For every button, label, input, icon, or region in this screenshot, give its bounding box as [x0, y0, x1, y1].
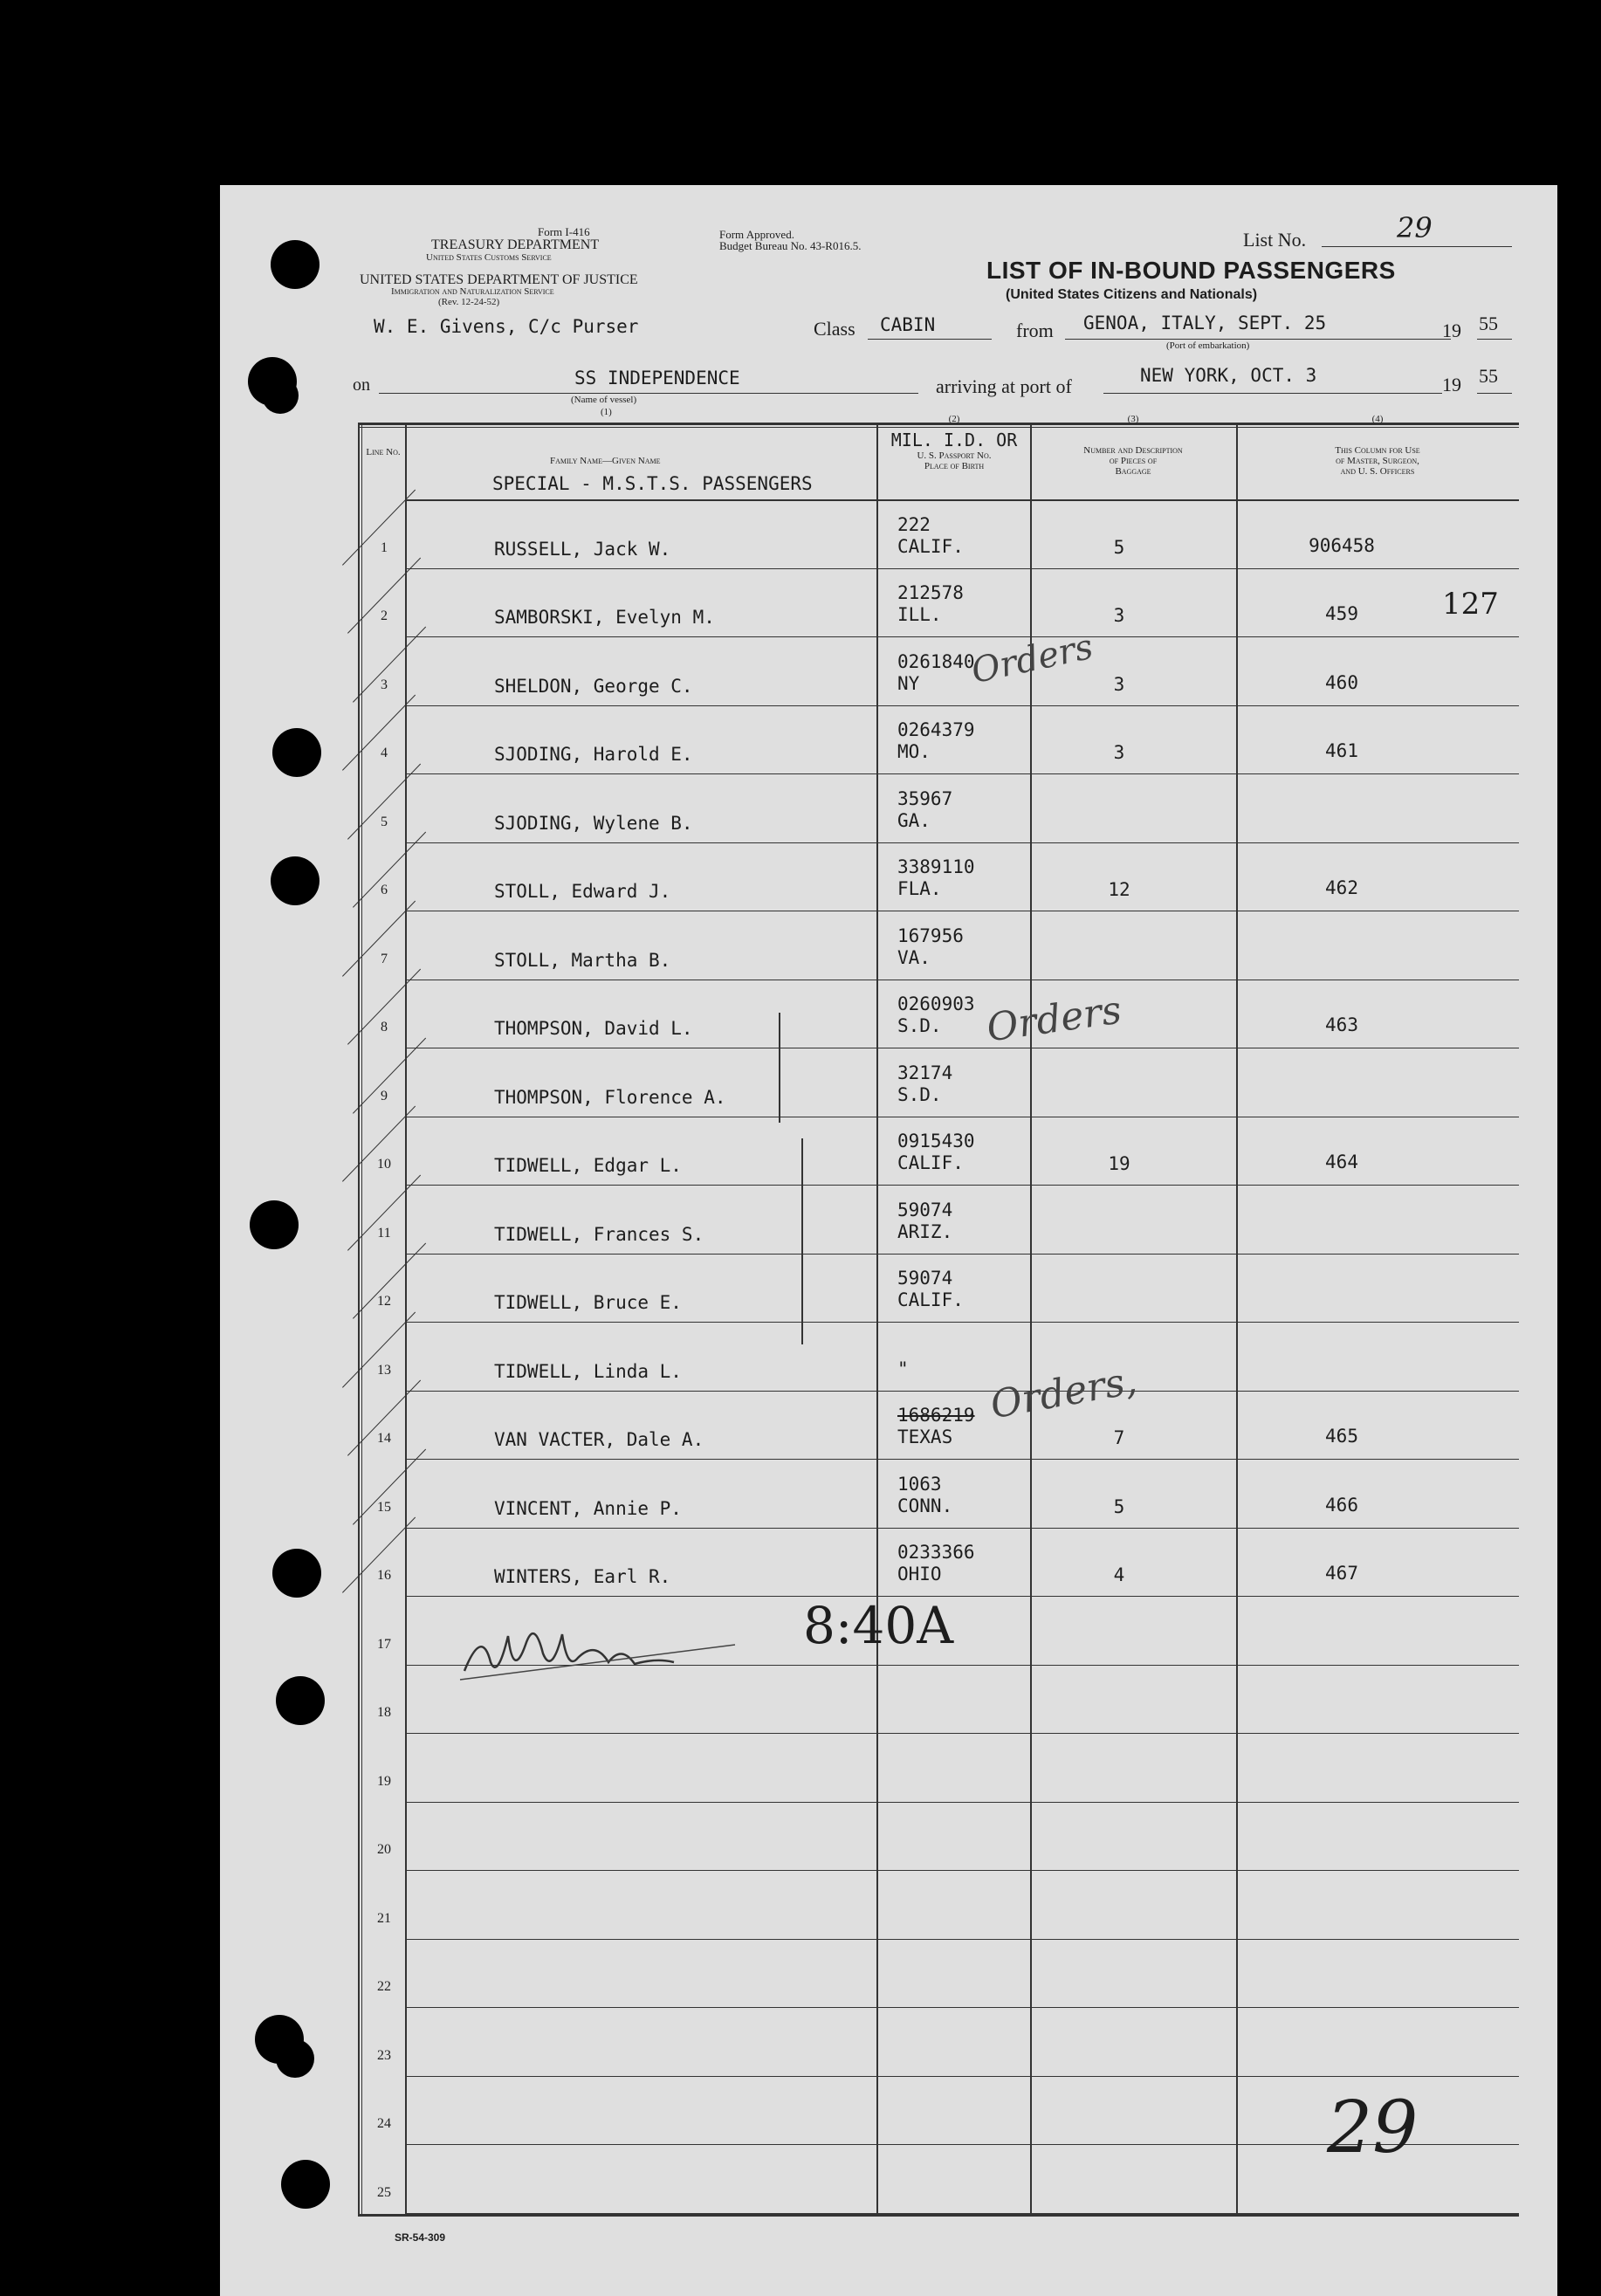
row-rule [405, 1733, 1519, 1734]
place-of-birth: GA. [897, 809, 931, 831]
row-rule [405, 1802, 1519, 1803]
line-number: 10 [377, 1157, 391, 1172]
col-1-label: (1) [601, 407, 612, 417]
col-header-name: Family Name—Given Name [550, 456, 661, 466]
passenger-name: THOMPSON, David L. [494, 1018, 693, 1039]
col-header-officers: This Column for Use [1335, 445, 1420, 456]
form-number: Form I-416 [538, 225, 590, 238]
line-number: 9 [381, 1088, 388, 1103]
arriving-label: arriving at port of [936, 375, 1072, 397]
form-code: SR-54-309 [395, 2231, 446, 2244]
mil-id: 32174 [897, 1062, 953, 1083]
baggage-count: 5 [1113, 536, 1125, 558]
passenger-name: SAMBORSKI, Evelyn M. [494, 607, 715, 628]
baggage-count: 19 [1108, 1153, 1130, 1174]
orders-note: Orders [984, 987, 1124, 1051]
page-title: LIST OF IN-BOUND PASSENGERS [986, 257, 1396, 284]
mil-id: 0261840 [897, 650, 975, 672]
line-number: 3 [381, 677, 388, 692]
mil-id: 1063 [897, 1473, 942, 1495]
purser: W. E. Givens, C/c Purser [374, 316, 639, 337]
port-embarkation-label: (Port of embarkation) [1166, 340, 1250, 351]
row-rule [405, 773, 1519, 774]
line-number: 2 [381, 608, 388, 623]
col-header-officers-2: of Master, Surgeon, [1336, 456, 1419, 466]
count-mark: 127 [1442, 587, 1499, 622]
mil-id: 35967 [897, 787, 953, 809]
mil-id: 0915430 [897, 1131, 975, 1151]
budget-bureau: Budget Bureau No. 43-R016.5. [719, 239, 862, 252]
line-number: 19 [377, 1773, 391, 1789]
row-rule [405, 1459, 1519, 1460]
signature-code: 8:40A [803, 1596, 954, 1655]
class-value: CABIN [880, 314, 936, 335]
line-number: 25 [377, 2184, 391, 2200]
baggage-count: 3 [1113, 742, 1125, 763]
orders-note: Orders [967, 626, 1097, 692]
place-of-birth: CONN. [897, 1495, 953, 1516]
officer-use: 460 [1325, 671, 1358, 693]
list-no-label: List No. [1243, 229, 1307, 251]
punch-hole [281, 2160, 330, 2209]
row-rule [405, 705, 1519, 706]
row-rule [405, 2213, 1519, 2214]
passenger-name: STOLL, Edward J. [494, 881, 671, 902]
year-1: 55 [1479, 313, 1498, 334]
vessel-name: SS INDEPENDENCE [574, 368, 740, 388]
page-subtitle: (United States Citizens and Nationals) [1006, 287, 1258, 302]
line-number: 15 [377, 1499, 391, 1515]
col-header-passport: U. S. Passport No. [917, 450, 992, 461]
punch-hole [262, 377, 299, 414]
line-number: 18 [377, 1705, 391, 1720]
line-number: 5 [381, 814, 388, 829]
passenger-name: TIDWELL, Frances S. [494, 1223, 704, 1245]
year-2: 55 [1479, 365, 1498, 387]
line-number: 14 [377, 1431, 391, 1446]
family-bracket [801, 1138, 803, 1344]
punch-hole [276, 2039, 314, 2078]
baggage-count: 3 [1113, 673, 1125, 695]
place-of-birth: S.D. [897, 1083, 942, 1105]
col-3-label: (3) [1127, 414, 1139, 424]
row-rule [405, 1185, 1519, 1186]
punch-hole [271, 240, 320, 289]
place-of-birth: ILL. [897, 604, 942, 625]
row-rule [405, 1528, 1519, 1529]
line-number: 21 [377, 1910, 391, 1926]
line-number: 23 [377, 2047, 391, 2063]
mil-id: 167956 [897, 925, 964, 946]
line-number: 6 [381, 883, 388, 897]
line-number: 16 [377, 1568, 391, 1583]
year-prefix-1: 19 [1442, 320, 1461, 341]
baggage-count: 3 [1113, 605, 1125, 626]
line-number: 8 [381, 1020, 388, 1035]
row-rule [405, 1391, 1519, 1392]
place-of-birth: NY [897, 672, 920, 694]
place-of-birth: " [897, 1358, 909, 1379]
mil-id: 212578 [897, 582, 964, 603]
row-rule [405, 1254, 1519, 1255]
manifest-page [220, 185, 1557, 2296]
passenger-name: VINCENT, Annie P. [494, 1497, 682, 1519]
passenger-name: SJODING, Harold E. [494, 744, 693, 765]
place-of-birth: OHIO [897, 1564, 942, 1585]
from-label: from [1016, 320, 1054, 341]
passenger-name: TIDWELL, Bruce E. [494, 1292, 682, 1313]
vessel-label: (Name of vessel) [571, 395, 637, 405]
officer-use: 462 [1325, 877, 1358, 898]
mil-id: 0233366 [897, 1542, 975, 1563]
baggage-count: 12 [1108, 879, 1130, 900]
passenger-name: TIDWELL, Edgar L. [494, 1155, 682, 1176]
place-of-birth: ARIZ. [897, 1220, 953, 1242]
revision: (Rev. 12-24-52) [438, 297, 500, 307]
class-label: Class [814, 318, 855, 340]
passenger-name: RUSSELL, Jack W. [494, 538, 671, 560]
officer-use: 459 [1325, 603, 1358, 624]
mil-id: 59074 [897, 1268, 953, 1289]
officer-use: 463 [1325, 1014, 1358, 1035]
treasury-dept: TREASURY DEPARTMENT [431, 237, 600, 252]
place-of-birth: CALIF. [897, 1152, 964, 1173]
row-rule [405, 1870, 1519, 1871]
passenger-name: TIDWELL, Linda L. [494, 1360, 682, 1382]
line-number: 22 [377, 1979, 391, 1994]
special-msts-label: SPECIAL - M.S.T.S. PASSENGERS [492, 473, 813, 494]
row-rule [405, 2076, 1519, 2077]
mil-id: 0264379 [897, 719, 975, 740]
punch-hole [271, 856, 320, 905]
customs-service: United States Customs Service [426, 252, 552, 263]
passenger-name: STOLL, Martha B. [494, 949, 671, 971]
baggage-count: 5 [1113, 1495, 1125, 1517]
passenger-name: VAN VACTER, Dale A. [494, 1429, 704, 1450]
signature [456, 1610, 752, 1688]
col-4-label: (4) [1371, 414, 1384, 424]
place-of-birth: VA. [897, 946, 931, 968]
place-of-birth: TEXAS [897, 1426, 953, 1447]
line-number: 1 [381, 540, 388, 555]
punch-hole [250, 1200, 299, 1249]
row-rule [405, 636, 1519, 637]
baggage-count: 4 [1113, 1564, 1125, 1585]
page-number-mark: 29 [1327, 2086, 1419, 2169]
col-header-mil-id: MIL. I.D. OR [890, 430, 1018, 450]
col-2-label: (2) [948, 414, 960, 424]
row-rule [405, 2007, 1519, 2008]
ins-service: Immigration and Naturalization Service [391, 286, 554, 297]
family-bracket [779, 1013, 780, 1123]
officer-use: 461 [1325, 740, 1358, 761]
punch-hole [276, 1676, 325, 1725]
line-number: 12 [377, 1294, 391, 1309]
list-number: 29 [1397, 211, 1433, 244]
line-number: 20 [377, 1842, 391, 1857]
line-number: 11 [377, 1225, 391, 1241]
form-approved: Form Approved. [719, 228, 794, 241]
justice-dept: UNITED STATES DEPARTMENT OF JUSTICE [360, 272, 638, 287]
mil-id: 59074 [897, 1199, 953, 1220]
place-of-birth: CALIF. [897, 1289, 964, 1310]
punch-hole [272, 728, 321, 777]
passenger-name: SHELDON, George C. [494, 675, 693, 697]
line-number: 13 [377, 1362, 391, 1378]
passenger-name: THOMPSON, Florence A. [494, 1086, 726, 1108]
col-header-line: Line No. [366, 447, 401, 457]
row-rule [405, 1322, 1519, 1323]
place-of-birth: S.D. [897, 1015, 942, 1036]
mil-id: 3389110 [897, 856, 975, 877]
mil-id: 0260903 [897, 993, 975, 1014]
orders-note: Orders, [986, 1358, 1141, 1428]
row-rule [405, 568, 1519, 569]
officer-use: 906458 [1309, 534, 1375, 556]
line-number: 24 [377, 2116, 391, 2131]
line-number: 7 [381, 951, 388, 966]
officer-use: 464 [1325, 1151, 1358, 1172]
place-of-birth: FLA. [897, 878, 942, 899]
row-rule [405, 1939, 1519, 1940]
place-of-birth: MO. [897, 741, 931, 762]
line-number: 4 [381, 746, 388, 760]
col-header-birth: Place of Birth [924, 461, 985, 471]
officer-use: 467 [1325, 1563, 1358, 1584]
passenger-name: SJODING, Wylene B. [494, 812, 693, 834]
col-header-baggage-3: Baggage [1115, 466, 1151, 477]
arrival-port: NEW YORK, OCT. 3 [1140, 365, 1317, 386]
row-rule [405, 1596, 1519, 1597]
on-label: on [353, 375, 370, 395]
place-of-birth: CALIF. [897, 535, 964, 557]
officer-use: 465 [1325, 1426, 1358, 1447]
col-header-baggage-2: of Pieces of [1109, 456, 1158, 466]
officer-use: 466 [1325, 1494, 1358, 1516]
passenger-name: WINTERS, Earl R. [494, 1566, 671, 1587]
row-rule [405, 842, 1519, 843]
line-number: 17 [377, 1636, 391, 1652]
col-header-officers-3: and U. S. Officers [1340, 466, 1415, 477]
mil-id: 1686219 [897, 1405, 975, 1426]
baggage-count: 7 [1113, 1427, 1125, 1448]
punch-hole [272, 1549, 321, 1598]
year-prefix-2: 19 [1442, 374, 1461, 395]
mil-id: 222 [897, 513, 931, 535]
embarkation-port: GENOA, ITALY, SEPT. 25 [1083, 313, 1327, 333]
col-header-baggage: Number and Description [1083, 445, 1183, 456]
